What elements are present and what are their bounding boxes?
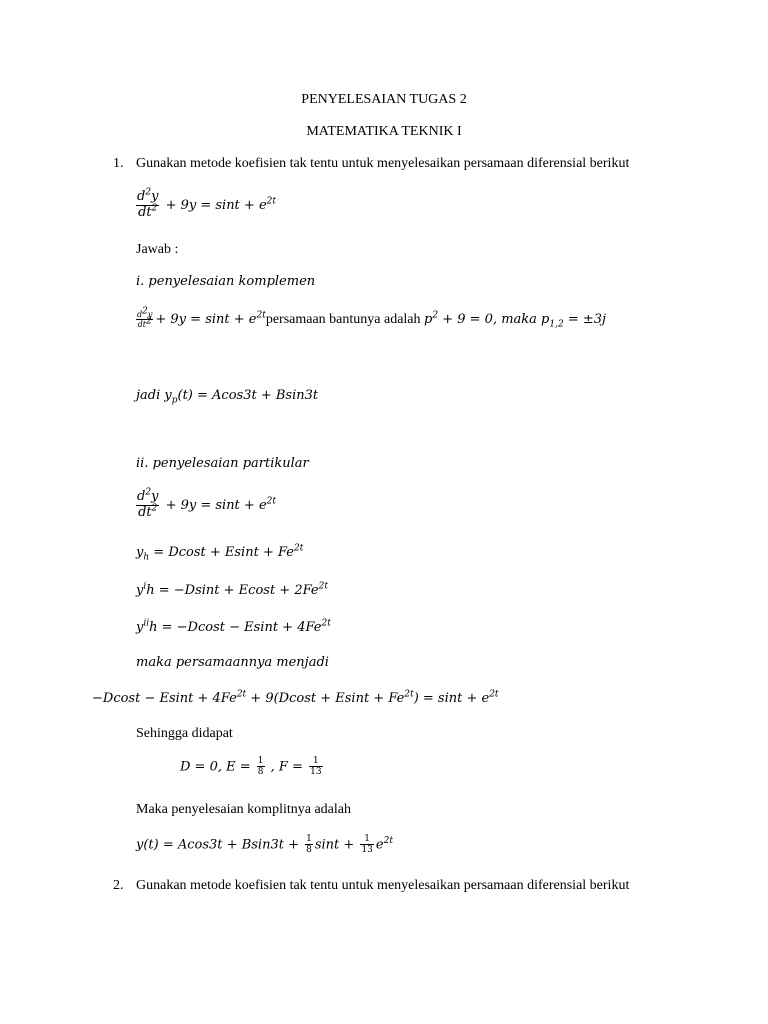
fraction-one-thirteenth: $\frac{1}{13}$ (310, 756, 322, 778)
part2-heading: ii. penyelesaian partikular (136, 456, 309, 471)
sehingga-text: Sehingga didapat (136, 726, 233, 741)
fraction-one-eighth: $\frac{1}{8}$ (257, 756, 264, 778)
maka-text: maka persamaannya menjadi (136, 655, 329, 670)
fraction-d2y-dt2: $\frac{d^2y}{dt^2}$ (137, 187, 159, 220)
q1-text: Gunakan metode koefisien tak tentu untuk menyelesaikan persamaan diferensial berikut (136, 156, 630, 171)
substituted-equation: $-Dcost - Esint + 4Fe^{2t} + 9(Dcost + Esint + Fe^{2t}) = \sin t + e^{2t}$ (92, 689, 499, 706)
part2-equation: $\frac{d^2y}{dt^2}$ + $9y = \sin t + e^{2t}$ (137, 487, 276, 520)
equation-main: $\frac{d^2y}{dt^2}$ + $9y = \sin t + e^{2t}$ (137, 187, 276, 220)
fraction-sol-one-thirteenth: $\frac{1}{13}$ (361, 834, 373, 856)
q2-number: 2. (113, 878, 124, 893)
yh-equation: $y_h = Dcost + Esint + Fe^{2t}$ (136, 543, 304, 563)
fraction-sol-one-eighth: $\frac{1}{8}$ (306, 834, 312, 856)
maka-complete-text: Maka penyelesaian komplitnya adalah (136, 802, 351, 817)
part1-result: jadi $y_p(t) = Acos3t + Bsin3t$ (136, 388, 319, 406)
coefficients: D = 0, E = $\frac{1}{8}$ , F = $\frac{1}{13}$ (180, 756, 322, 778)
q1-number: 1. (113, 156, 124, 171)
jawab-label: Jawab : (136, 242, 179, 257)
document-title: PENYELESAIAN TUGAS 2 (301, 92, 467, 107)
y-second-derivative: $y^{ii}h = -Dcost - Esint + 4Fe^{2t}$ (136, 618, 331, 635)
complete-solution: y(t) = Acos3t + Bsin3t + $\frac{1}{8}$ sint + $\frac{1}{13}$ $e^{2t}$ (136, 834, 393, 856)
fraction-d2y-dt2-2: $\frac{d^2y}{dt^2}$ (137, 487, 159, 520)
q2-text: Gunakan metode koefisien tak tentu untuk menyelesaikan persamaan diferensial berikut (136, 878, 630, 893)
part1-heading: i. penyelesaian komplemen (136, 274, 316, 289)
document-subtitle: MATEMATIKA TEKNIK I (306, 124, 462, 139)
part1-characteristic-line: $\frac{d^2y}{dt^2}$ + $9y = \sin t + e^{2t}persamaan$ bantunya adalah $p^2 + 9 = 0$, maka $p_{1,2} = \pm 3j$ (137, 306, 607, 330)
y-first-derivative: $y^ih = -Dsint + Ecost + 2Fe^{2t}$ (136, 581, 328, 598)
fraction-small-d2y-dt2: $\frac{d^2y}{dt^2}$ (137, 306, 153, 330)
